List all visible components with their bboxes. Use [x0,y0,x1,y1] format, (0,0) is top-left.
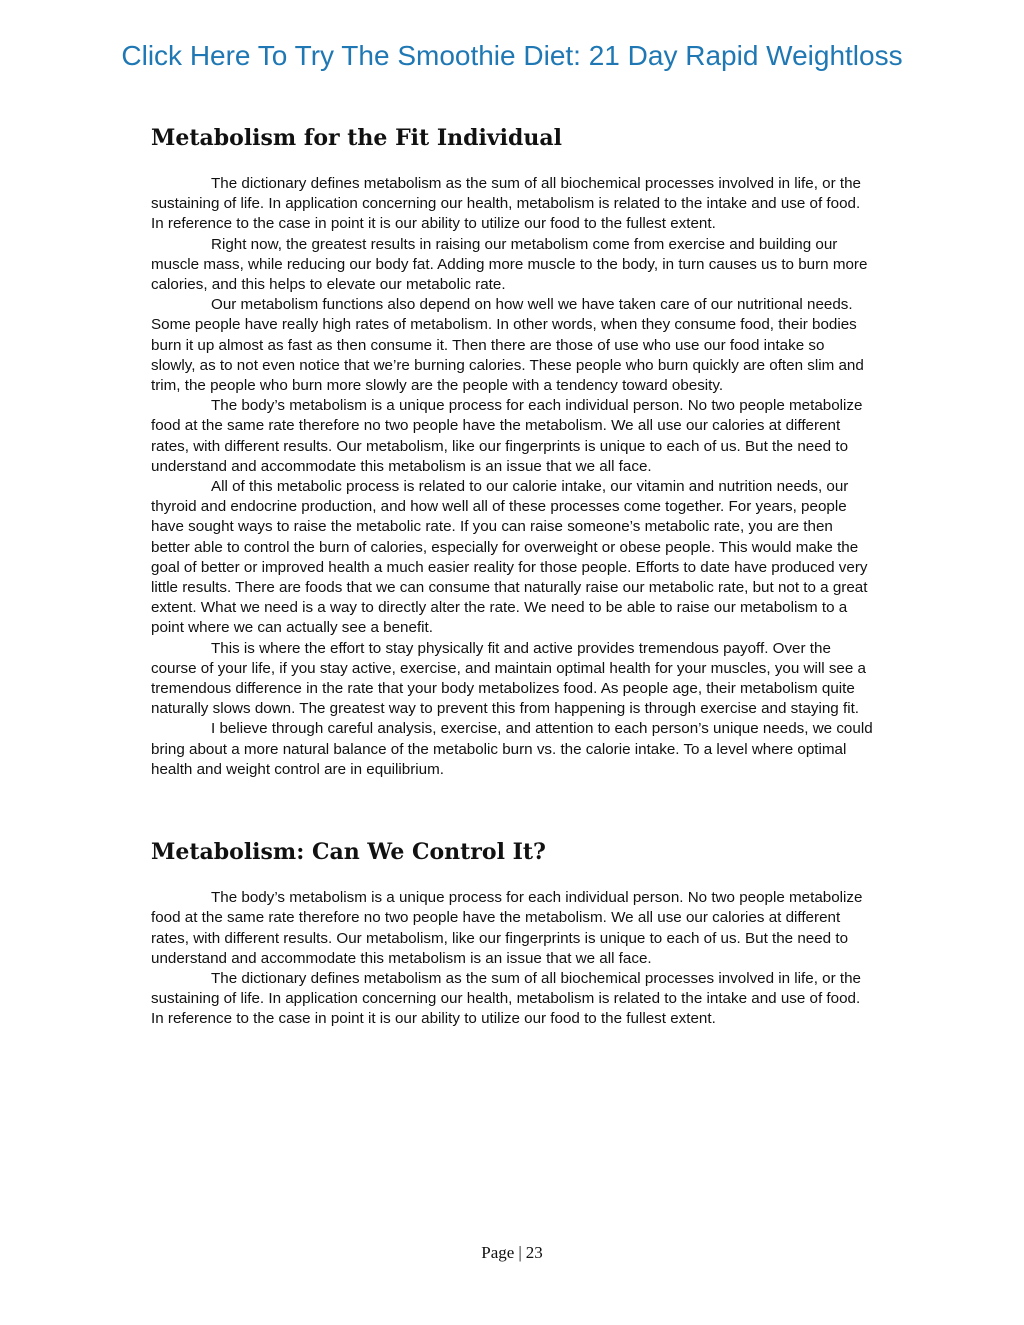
page-number-footer [0,1243,1024,1263]
section-fit-individual [151,118,873,780]
paragraph: All of this metabolic process is related to our calorie intake, our vitamin and nutrition needs, our thyroid and endocrine production, and how well all of these processes come together. For years, people have sought ways to raise the metabolic rate. If you can raise someone’s metabolic rate, you are then better able to control the burn of calories, especially for overweight or obese people. This would make the goal of better or improved health a much easier reality for those people. Efforts to date have produced very little results. There are foods that we can consume that naturally raise our metabolic rate, but not to a great extent. What we need is a way to directly alter the rate. We need to be able to raise our metabolism to a point where we can actually see a benefit. [151,478,868,637]
paragraph: The body’s metabolism is a unique process for each individual person. No two people metabolize food at the same rate therefore no two people have the metabolism. We all use our calories at different rates, with different results. Our metabolism, like our fingerprints is unique to each of us. But the need to understand and accommodate this metabolism is an issue that we all face. [151,889,863,967]
section-can-we-control-it [151,832,873,1029]
paragraph: The dictionary defines metabolism as the sum of all biochemical processes involved in life, or the sustaining of life. In application concerning our health, metabolism is related to the intake and use of food. In reference to the case in point it is our ability to utilize our food to the fullest extent. [151,969,861,1028]
smoothie-diet-link[interactable]: Click Here To Try The Smoothie Diet: 21 Day Rapid Weightloss [121,40,903,71]
page-content [151,118,873,1030]
section-title: Metabolism: Can We Control It? [151,839,546,866]
page-separator: | [518,1243,522,1262]
paragraph: Our metabolism functions also depend on how well we have taken care of our nutritional needs. Some people have really high rates of metabolism. In other words, when they consume food, their bodies burn it up almost as fast as then consume it. Then there are those of use who use our food intake so slowly, as to not even notice that we’re burning calories. These people who burn quickly are often slim and trim, the people who burn more slowly are the people with a tendency toward obesity. [151,296,864,395]
page-number: 23 [525,1243,543,1262]
paragraph: The dictionary defines metabolism as the sum of all biochemical processes involved in life, or the sustaining of life. In application concerning our health, metabolism is related to the intake and use of food. In reference to the case in point it is our ability to utilize our food to the fullest extent. [151,175,861,233]
paragraph: This is where the effort to stay physically fit and active provides tremendous payoff. Over the course of your life, if you stay active, exercise, and maintain optimal health for your muscles, you will see a tremendous difference in the rate that your body metabolizes food. As people age, their metabolism quite naturally slows down. The greatest way to prevent this from happening is through exercise and staying fit. [151,639,866,718]
paragraph: I believe through careful analysis, exercise, and attention to each person’s unique needs, we could bring about a more natural balance of the metabolic burn vs. the calorie intake. To a level where optimal health and weight control are in equilibrium. [151,720,873,778]
paragraph: The body’s metabolism is a unique process for each individual person. No two people metabolize food at the same rate therefore no two people have the metabolism. We all use our calories at different rates, with different results. Our metabolism, like our fingerprints is unique to each of us. But the need to understand and accommodate this metabolism is an issue that we all face. [151,397,863,475]
page-label: Page [481,1243,515,1262]
paragraph: Right now, the greatest results in raising our metabolism come from exercise and building our muscle mass, while reducing our body fat. Adding more muscle to the body, in turn causes us to burn more calories, and this helps to elevate our metabolic rate. [151,235,868,294]
section-title: Metabolism for the Fit Individual [151,125,563,151]
